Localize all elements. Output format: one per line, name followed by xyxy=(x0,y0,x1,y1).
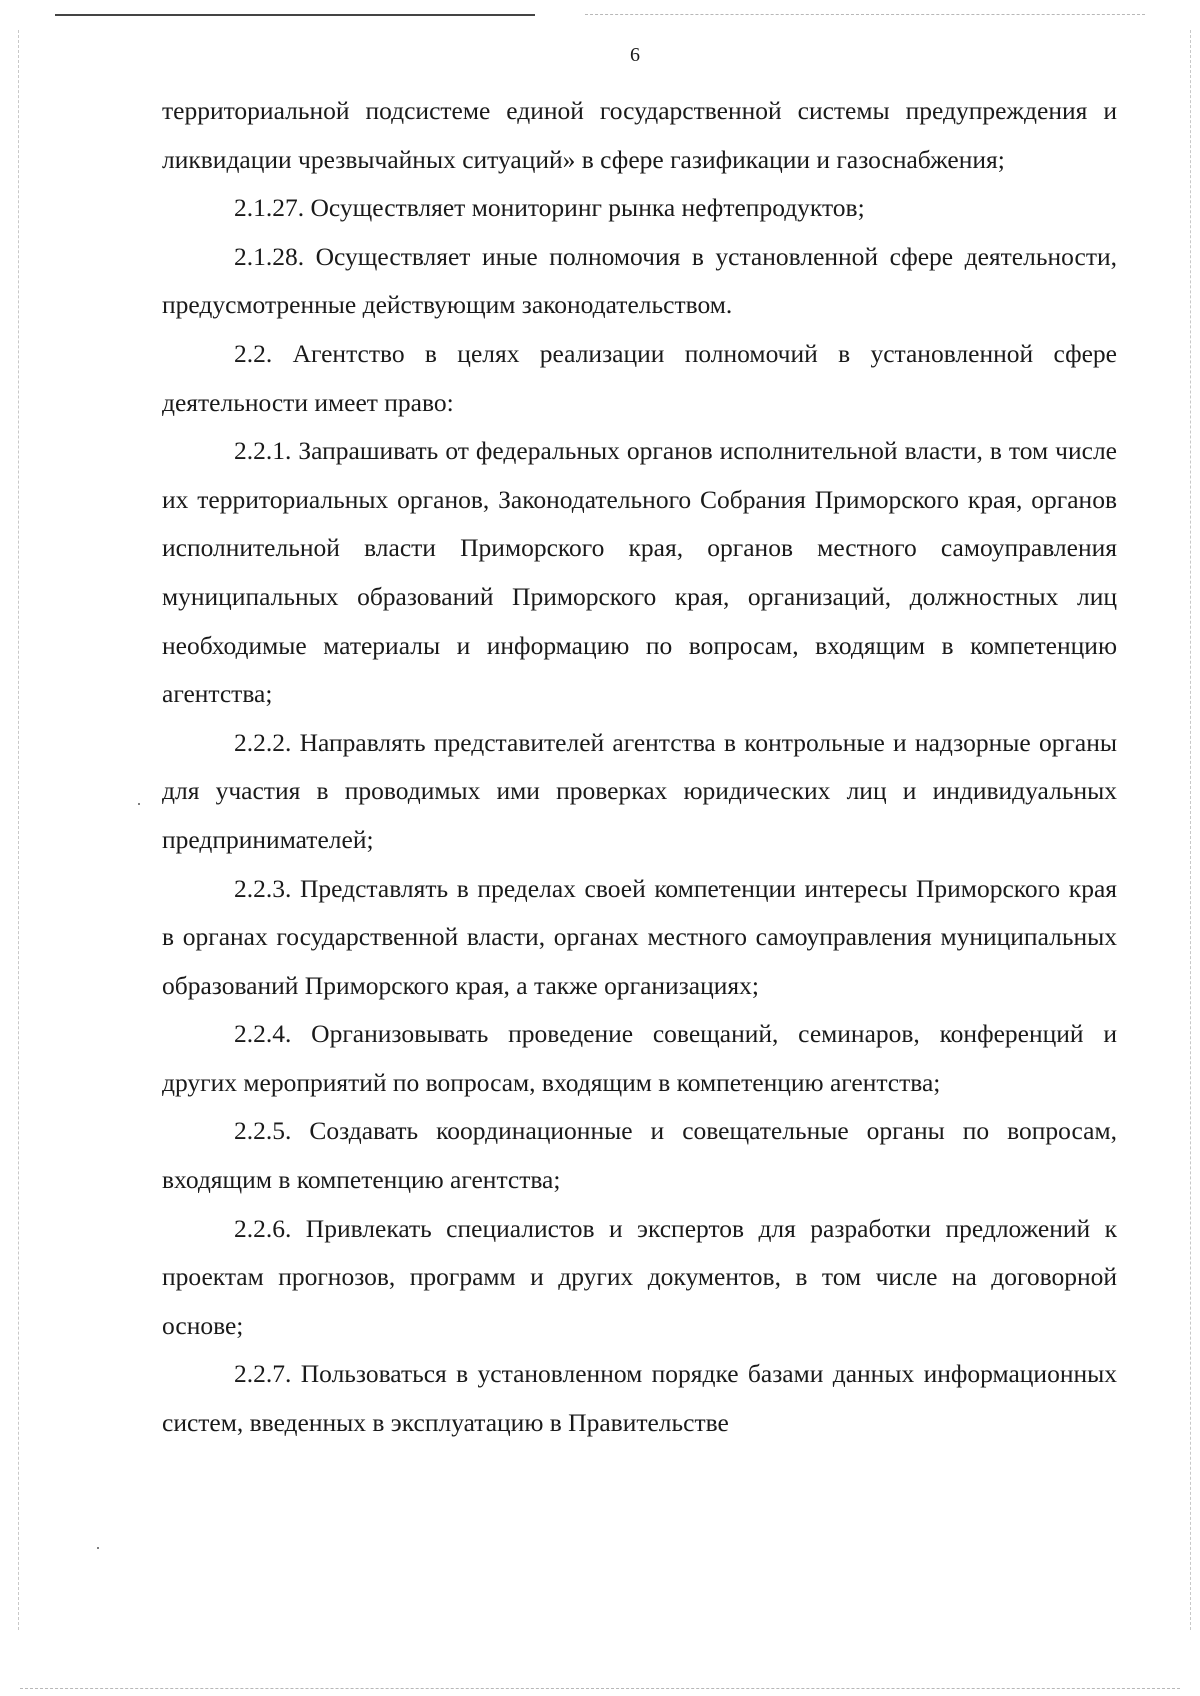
scan-speck xyxy=(138,803,140,805)
scan-speck xyxy=(97,1547,99,1549)
paragraph-2-2-5: 2.2.5. Создавать координационные и совещательные органы по вопросам, входящим в компетенцию агентства; xyxy=(162,1116,1117,1195)
scan-edge-top-right xyxy=(585,14,1145,15)
scan-edge-left xyxy=(18,30,19,1630)
scan-edge-right xyxy=(1190,30,1191,1630)
paragraph-2-2-2: 2.2.2. Направлять представителей агентства в контрольные и надзорные органы для участия в проводимых ими проверках юридических лиц и индивидуальных предпринимателей; xyxy=(162,727,1117,854)
paragraph-2-2-7: 2.2.7. Пользоваться в установленном порядке базами данных информационных систем, введенных в эксплуатацию в Правительстве xyxy=(162,1359,1117,1438)
paragraph-2-1-27: 2.1.27. Осуществляет мониторинг рынка нефтепродуктов; xyxy=(234,193,865,223)
paragraph-continuation: территориальной подсистеме единой государственной системы предупреждения и ликвидации чрезвычайных ситуаций» в сфере газификации и газоснабжения; xyxy=(162,96,1117,174)
paragraph-2-1-28: 2.1.28. Осуществляет иные полномочия в установленной сфере деятельности, предусмотренные действующим законодательством. xyxy=(162,241,1117,320)
paragraph-2-2-6: 2.2.6. Привлекать специалистов и экспертов для разработки предложений к проектам прогнозов, программ и других документов, в том числе на договорной основе; xyxy=(162,1213,1117,1340)
scan-edge-bottom xyxy=(20,1688,1180,1689)
paragraph-2-2-4: 2.2.4. Организовывать проведение совещаний, семинаров, конференций и других мероприятий по вопросам, входящим в компетенцию агентства; xyxy=(162,1019,1117,1097)
document-body xyxy=(162,87,1117,1448)
paragraph-2-2-3: 2.2.3. Представлять в пределах своей компетенции интересы Приморского края в органах государственной власти, органах местного самоуправления муниципальных образований Приморского края, а также организациях; xyxy=(162,873,1117,1000)
page-number: 6 xyxy=(630,44,640,66)
scan-edge-top-left xyxy=(55,14,535,16)
paragraph-2-2: 2.2. Агентство в целях реализации полномочий в установленной сфере деятельности имеет право: xyxy=(162,338,1117,417)
paragraph-2-2-1: 2.2.1. Запрашивать от федеральных органов исполнительной власти, в том числе их территориальных органов, Законодательного Собрания Приморского края, органов исполнительной власти Приморского края, органов местного самоуправления муниципальных образований Приморского края, организаций, должностных лиц необходимые материалы и информацию по вопросам, входящим в компетенцию агентства; xyxy=(162,436,1117,709)
